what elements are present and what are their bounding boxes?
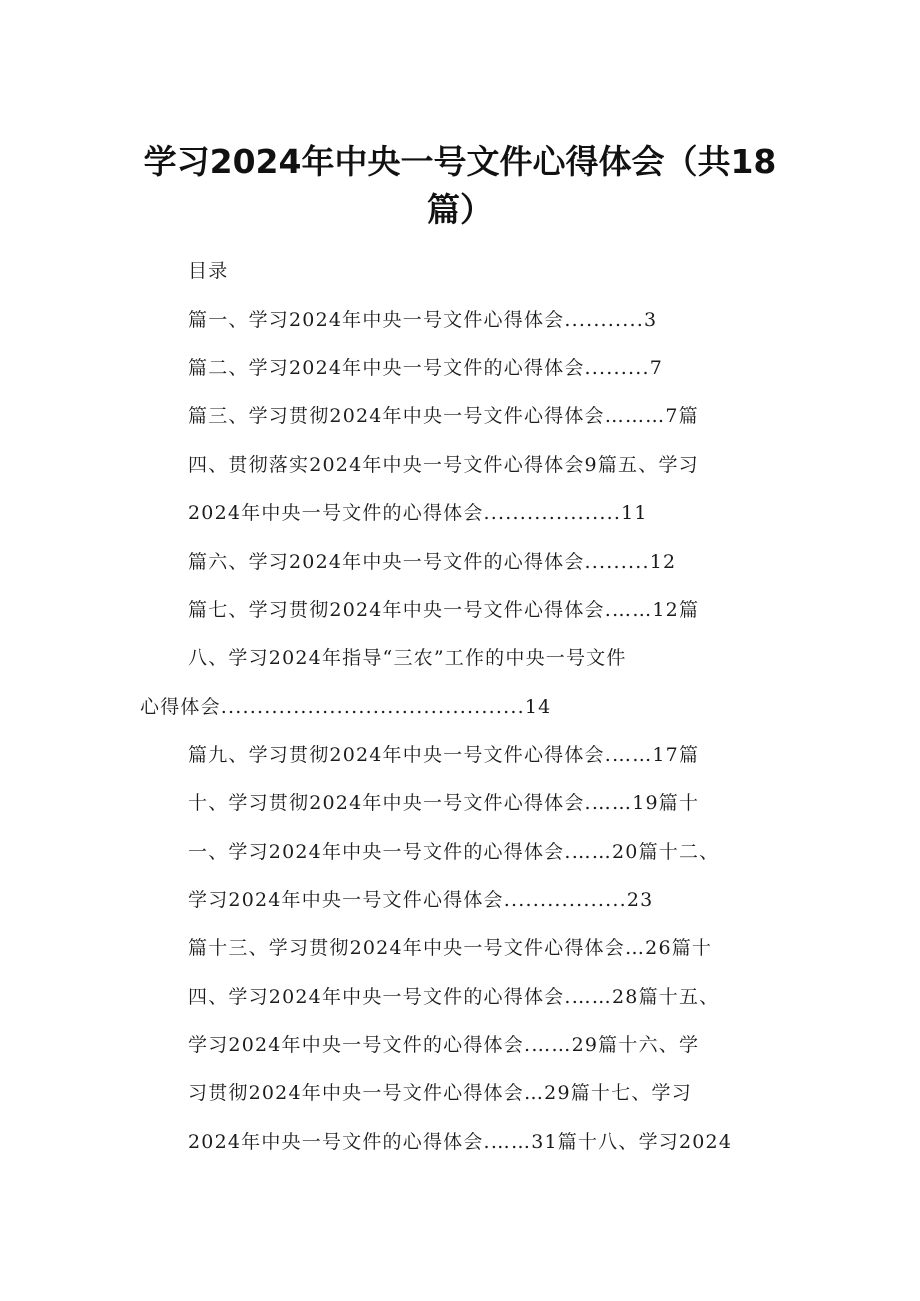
toc-line[interactable]: 篇二、学习2024年中央一号文件的心得体会.........7 bbox=[188, 357, 663, 379]
toc-line[interactable]: 2024年中央一号文件的心得体会.……31篇十八、学习2024 bbox=[188, 1131, 733, 1153]
toc-line[interactable]: 学习2024年中央一号文件心得体会.................23 bbox=[188, 889, 654, 911]
toc-line[interactable]: 学习2024年中央一号文件的心得体会.……29篇十六、学 bbox=[188, 1034, 700, 1056]
toc-line[interactable]: 四、学习2024年中央一号文件的心得体会.……28篇十五、 bbox=[188, 986, 720, 1008]
toc-line[interactable]: 篇三、学习贯彻2024年中央一号文件心得体会………7篇 bbox=[188, 405, 699, 427]
document-title-line-1: 学习2024年中央一号文件心得体会（共18 bbox=[143, 142, 777, 181]
toc-line[interactable]: 2024年中央一号文件的心得体会...................11 bbox=[188, 502, 648, 524]
toc-line[interactable]: 习贯彻2024年中央一号文件心得体会…29篇十七、学习 bbox=[188, 1082, 692, 1104]
toc-line[interactable]: 八、学习2024年指导“三农”工作的中央一号文件 bbox=[188, 647, 627, 669]
toc-line[interactable]: 四、贯彻落实2024年中央一号文件心得体会9篇五、学习 bbox=[188, 454, 699, 476]
toc-line[interactable]: 篇六、学习2024年中央一号文件的心得体会.........12 bbox=[188, 551, 677, 573]
toc-line[interactable]: 篇一、学习2024年中央一号文件心得体会...........3 bbox=[188, 309, 658, 331]
toc-line[interactable]: 十、学习贯彻2024年中央一号文件心得体会.……19篇十 bbox=[188, 792, 700, 814]
toc-line[interactable]: 一、学习2024年中央一号文件的心得体会.……20篇十二、 bbox=[188, 841, 720, 863]
toc-heading: 目录 bbox=[188, 260, 229, 282]
toc-line[interactable]: 心得体会..........................................14 bbox=[140, 696, 552, 718]
toc-line[interactable]: 篇九、学习贯彻2024年中央一号文件心得体会.……17篇 bbox=[188, 744, 700, 766]
document-title-line-2: 篇） bbox=[427, 190, 493, 229]
toc-line[interactable]: 篇七、学习贯彻2024年中央一号文件心得体会.……12篇 bbox=[188, 599, 700, 621]
toc-line[interactable]: 篇十三、学习贯彻2024年中央一号文件心得体会…26篇十 bbox=[188, 937, 713, 959]
